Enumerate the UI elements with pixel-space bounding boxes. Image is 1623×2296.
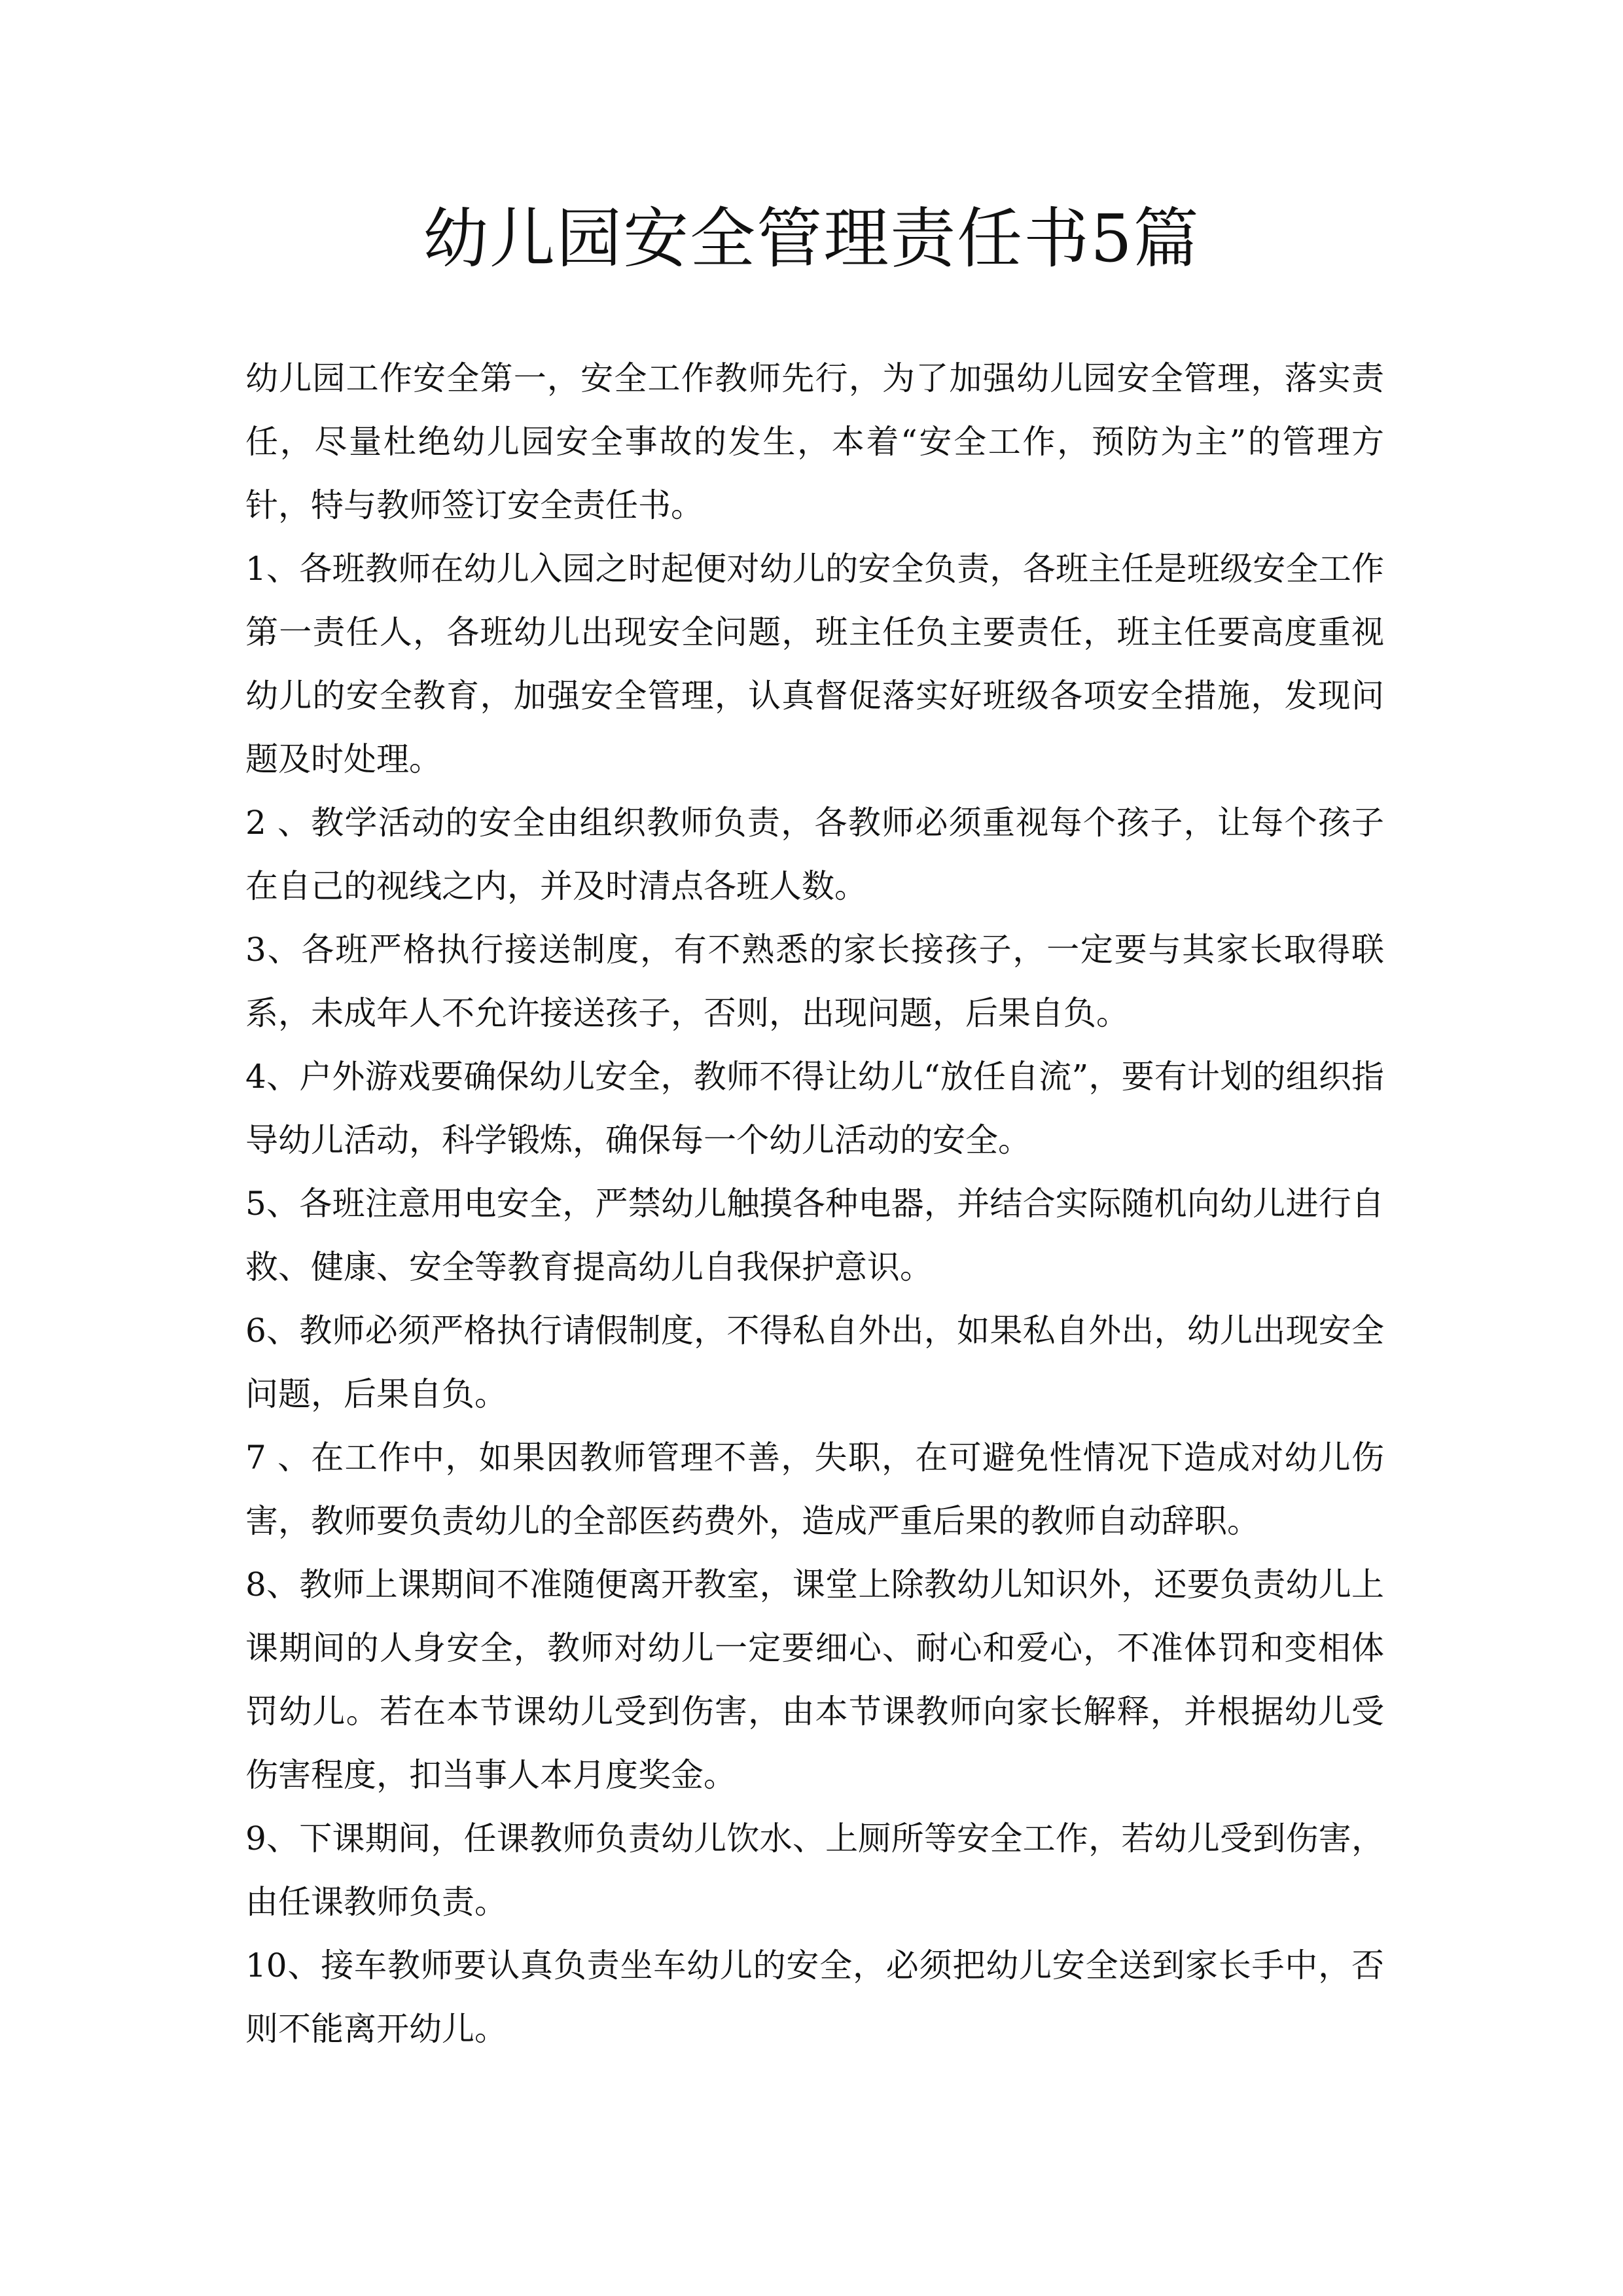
paragraph-item-5: 5、各班注意用电安全，严禁幼儿触摸各种电器，并结合实际随机向幼儿进行自救、健康、安全等教育提高幼儿自我保护意识。 xyxy=(245,1185,1384,1286)
paragraph-item-6: 6、教师必须严格执行请假制度，不得私自外出，如果私自外出，幼儿出现安全问题，后果自负。 xyxy=(245,1312,1384,1413)
document-body xyxy=(245,347,1384,2061)
paragraph-item-1: 1、各班教师在幼儿入园之时起便对幼儿的安全负责，各班主任是班级安全工作第一责任人，各班幼儿出现安全问题，班主任负主要责任，班主任要高度重视幼儿的安全教育，加强安全管理，认真督促落实好班级各项安全措施，发现问题及时处理。 xyxy=(245,550,1384,778)
paragraph-intro: 幼儿园工作安全第一，安全工作教师先行，为了加强幼儿园安全管理，落实责任，尽量杜绝幼儿园安全事故的发生，本着“安全工作，预防为主”的管理方针，特与教师签订安全责任书。 xyxy=(245,359,1384,524)
document-title: 幼儿园安全管理责任书5篇 xyxy=(423,200,1200,277)
paragraph-item-4: 4、户外游戏要确保幼儿安全，教师不得让幼儿“放任自流”，要有计划的组织指导幼儿活动，科学锻炼，确保每一个幼儿活动的安全。 xyxy=(245,1058,1384,1159)
paragraph-item-2: 2 、教学活动的安全由组织教师负责，各教师必须重视每个孩子，让每个孩子在自己的视线之内，并及时清点各班人数。 xyxy=(245,804,1384,905)
paragraph-item-7: 7 、在工作中，如果因教师管理不善，失职，在可避免性情况下造成对幼儿伤害，教师要负责幼儿的全部医药费外，造成严重后果的教师自动辞职。 xyxy=(245,1439,1384,1540)
paragraph-item-3: 3、各班严格执行接送制度，有不熟悉的家长接孩子，一定要与其家长取得联系，未成年人不允许接送孩子，否则，出现问题，后果自负。 xyxy=(245,931,1384,1032)
paragraph-item-9: 9、下课期间，任课教师负责幼儿饮水、上厕所等安全工作，若幼儿受到伤害，由任课教师负责。 xyxy=(245,1820,1384,1921)
paragraph-item-10: 10、接车教师要认真负责坐车幼儿的安全，必须把幼儿安全送到家长手中，否则不能离开幼儿。 xyxy=(245,1946,1384,2048)
paragraph-item-8: 8、教师上课期间不准随便离开教室，课堂上除教幼儿知识外，还要负责幼儿上课期间的人身安全，教师对幼儿一定要细心、耐心和爱心，不准体罚和变相体罚幼儿。若在本节课幼儿受到伤害，由本节课教师向家长解释，并根据幼儿受伤害程度，扣当事人本月度奖金。 xyxy=(245,1566,1384,1794)
